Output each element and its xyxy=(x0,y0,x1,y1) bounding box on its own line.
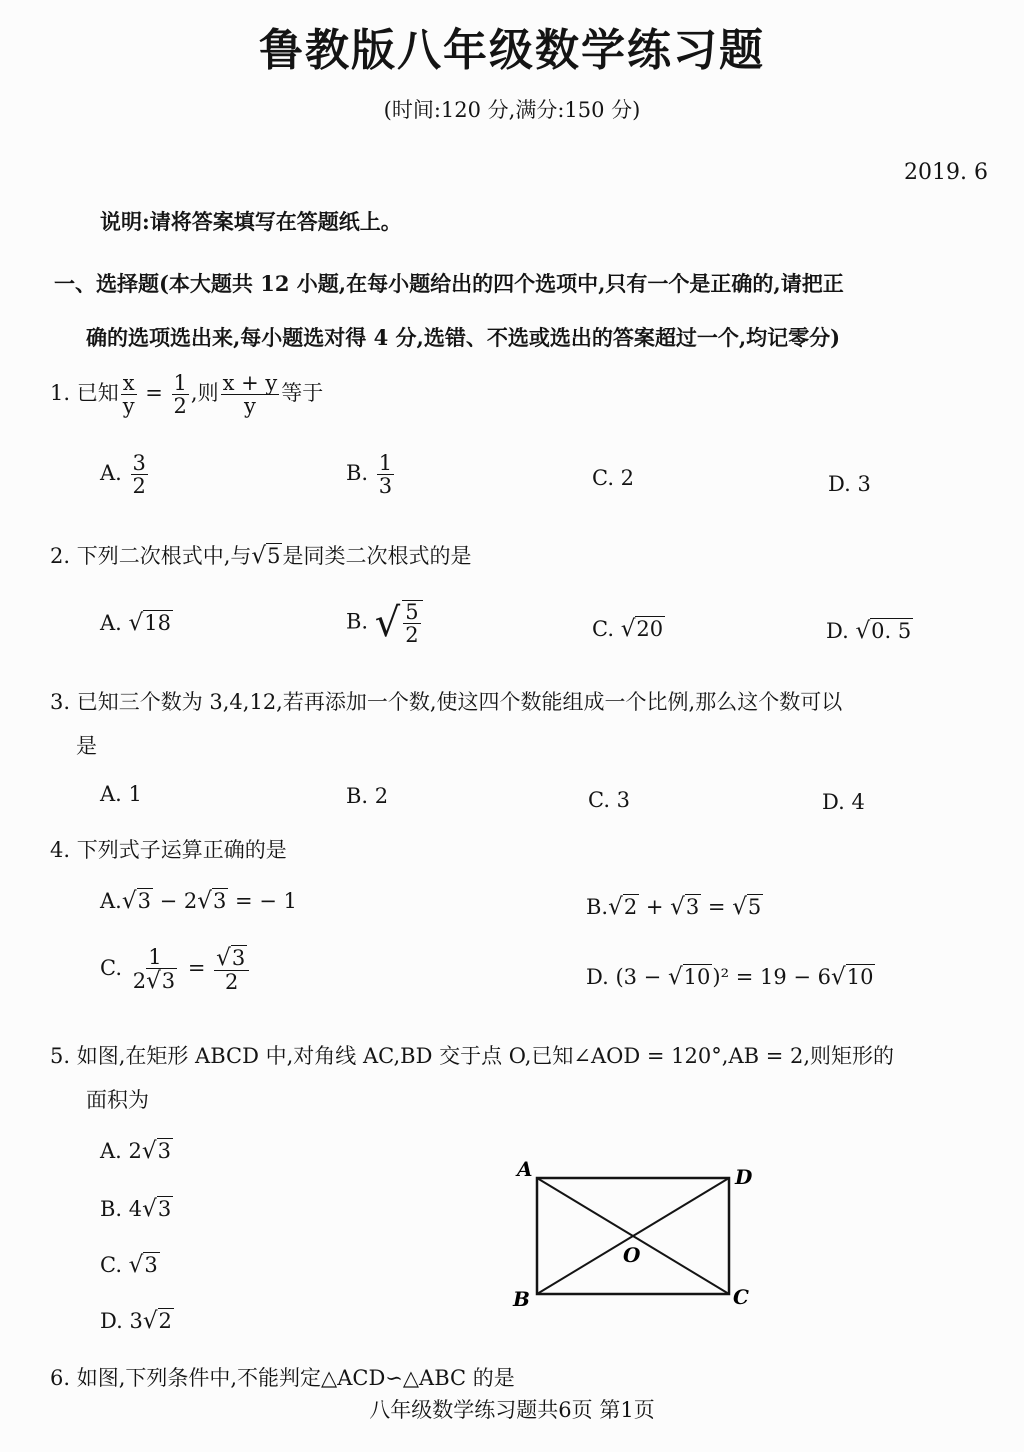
exam-info: (时间:120 分,满分:150 分) xyxy=(383,98,641,122)
vertex-label-b: B xyxy=(513,1287,530,1310)
q4-option-c[interactable]: C. $\frac{1}{2√3}$ = $\frac{√3}{2}$ xyxy=(100,946,251,993)
q3-option-a[interactable]: A. 1 xyxy=(100,782,142,806)
question-3-stem-line2: 是 xyxy=(76,734,97,758)
exam-date: 2019. 6 xyxy=(904,160,988,185)
q2-option-d[interactable]: D. √0. 5 xyxy=(826,618,912,644)
question-4-stem: 4. 下列式子运算正确的是 xyxy=(50,838,287,862)
q3-option-c[interactable]: C. 3 xyxy=(588,788,631,812)
page-title: 鲁教版八年级数学练习题 xyxy=(259,25,765,76)
q4-option-b[interactable]: B.√2 + √3 = √5 xyxy=(586,894,762,920)
q2-option-b[interactable]: B. √ $\frac{5}{2}$ xyxy=(346,600,425,646)
question-6-stem: 6. 如图,下列条件中,不能判定△ACD∽△ABC 的是 xyxy=(50,1366,515,1390)
q2-option-a[interactable]: A. √18 xyxy=(100,610,171,636)
question-5-stem-line1: 5. 如图,在矩形 ABCD 中,对角线 AC,BD 交于点 O,已知∠AOD = 120°,AB = 2,则矩形的 xyxy=(50,1044,895,1068)
question-3-stem-line1: 3. 已知三个数为 3,4,12,若再添加一个数,使这四个数能组成一个比例,那么这个数可以 xyxy=(50,690,843,714)
q3-option-b[interactable]: B. 2 xyxy=(346,784,389,808)
instruction-note: 说明:请将答案填写在答题纸上。 xyxy=(100,209,402,234)
q1-option-a[interactable]: A. $\frac{3}{2}$ xyxy=(100,451,146,499)
center-label-o: O xyxy=(623,1243,641,1267)
q5-option-b[interactable]: B. 4√3 xyxy=(100,1196,172,1222)
question-2-stem: 2. 下列二次根式中,与√5是同类二次根式的是 xyxy=(50,543,472,569)
rectangle-abcd-figure xyxy=(505,1158,765,1310)
vertex-label-c: C xyxy=(733,1285,749,1309)
q4-option-a[interactable]: A.√3 − 2√3 = − 1 xyxy=(100,888,297,914)
q1-option-d[interactable]: D. 3 xyxy=(828,472,871,496)
q3-option-d[interactable]: D. 4 xyxy=(822,790,865,814)
q5-option-c[interactable]: C. √3 xyxy=(100,1252,158,1278)
q2-option-c[interactable]: C. √20 xyxy=(592,616,664,642)
section-heading-line1: 一、选择题(本大题共 12 小题,在每小题给出的四个选项中,只有一个是正确的,请把正 xyxy=(54,271,844,296)
vertex-label-a: A xyxy=(517,1158,533,1181)
q1-option-c[interactable]: C. 2 xyxy=(592,466,635,490)
question-1-stem: 1. 已知 $\frac{x}{y}$ = $\frac{1}{2}$ ,则 $\frac{x + y}{y}$ 等于 xyxy=(50,371,324,419)
question-5-stem-line2: 面积为 xyxy=(86,1088,149,1112)
q1-option-b[interactable]: B. $\frac{1}{3}$ xyxy=(346,451,393,499)
page-footer: 八年级数学练习题共6页 第1页 xyxy=(369,1398,655,1422)
q5-option-d[interactable]: D. 3√2 xyxy=(100,1308,172,1334)
vertex-label-d: D xyxy=(735,1165,753,1189)
q5-option-a[interactable]: A. 2√3 xyxy=(100,1138,171,1164)
q4-option-d[interactable]: D. (3 − √10)² = 19 − 6√10 xyxy=(586,964,874,990)
section-heading-line2: 确的选项选出来,每小题选对得 4 分,选错、不选或选出的答案超过一个,均记零分) xyxy=(86,325,841,350)
